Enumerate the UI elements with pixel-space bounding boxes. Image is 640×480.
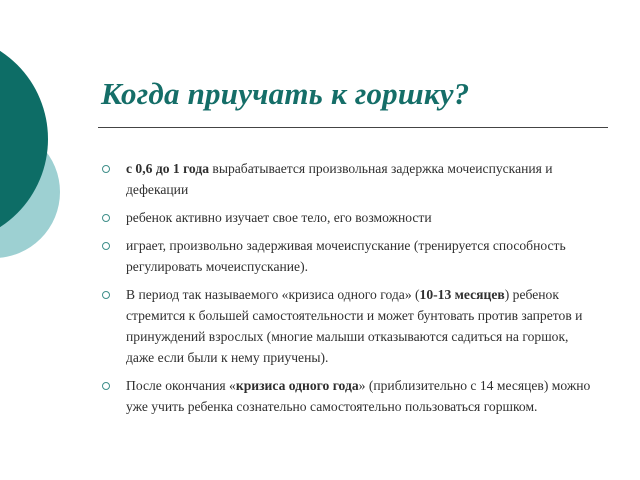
bullet-text-run: В период так называемого «кризиса одного года» (	[126, 287, 420, 302]
bullet-text-emphasis: с 0,6 до 1 года	[126, 161, 210, 176]
hollow-circle-bullet-icon	[102, 291, 110, 299]
bullet-text-run: ребенок активно изучает свое тело, его возможности	[126, 210, 432, 225]
bullet-text	[126, 210, 432, 225]
bullet-item	[100, 158, 600, 200]
bullet-text	[126, 287, 582, 365]
bullet-list	[100, 158, 600, 424]
bullet-text-run: После окончания «	[126, 378, 236, 393]
bullet-item	[100, 235, 600, 277]
bullet-item	[100, 375, 600, 417]
hollow-circle-bullet-icon	[102, 382, 110, 390]
bullet-text	[126, 238, 566, 274]
bullet-item	[100, 207, 600, 228]
bullet-item	[100, 284, 600, 368]
bullet-text-run: вырабатывается произвольная задержка мочеиспускания и дефекации	[126, 161, 553, 197]
hollow-circle-bullet-icon	[102, 165, 110, 173]
title-underline	[98, 127, 608, 128]
bullet-text-emphasis: 10-13 месяцев	[419, 287, 505, 302]
hollow-circle-bullet-icon	[102, 214, 110, 222]
bullet-text-run: играет, произвольно задерживая мочеиспускание (тренируется способность регулировать мочеиспускание).	[126, 238, 566, 274]
bullet-text	[126, 161, 553, 197]
bullet-text-run: » (приблизительно с 14 месяцев) можно уже учить ребенка сознательно самостоятельно пользоваться горшком.	[126, 378, 591, 414]
hollow-circle-bullet-icon	[102, 242, 110, 250]
bullet-text	[126, 378, 590, 414]
bullet-text-run: ) ребенок стремится к большей самостоятельности и может бунтовать против запретов и принуждений взрослых (многие малыши отказываются садиться на горшок, даже если были к нему приучены).	[126, 287, 583, 365]
slide-title: Когда приучать к горшку?	[101, 76, 470, 111]
bullet-text-emphasis: кризиса одного года	[235, 378, 359, 393]
